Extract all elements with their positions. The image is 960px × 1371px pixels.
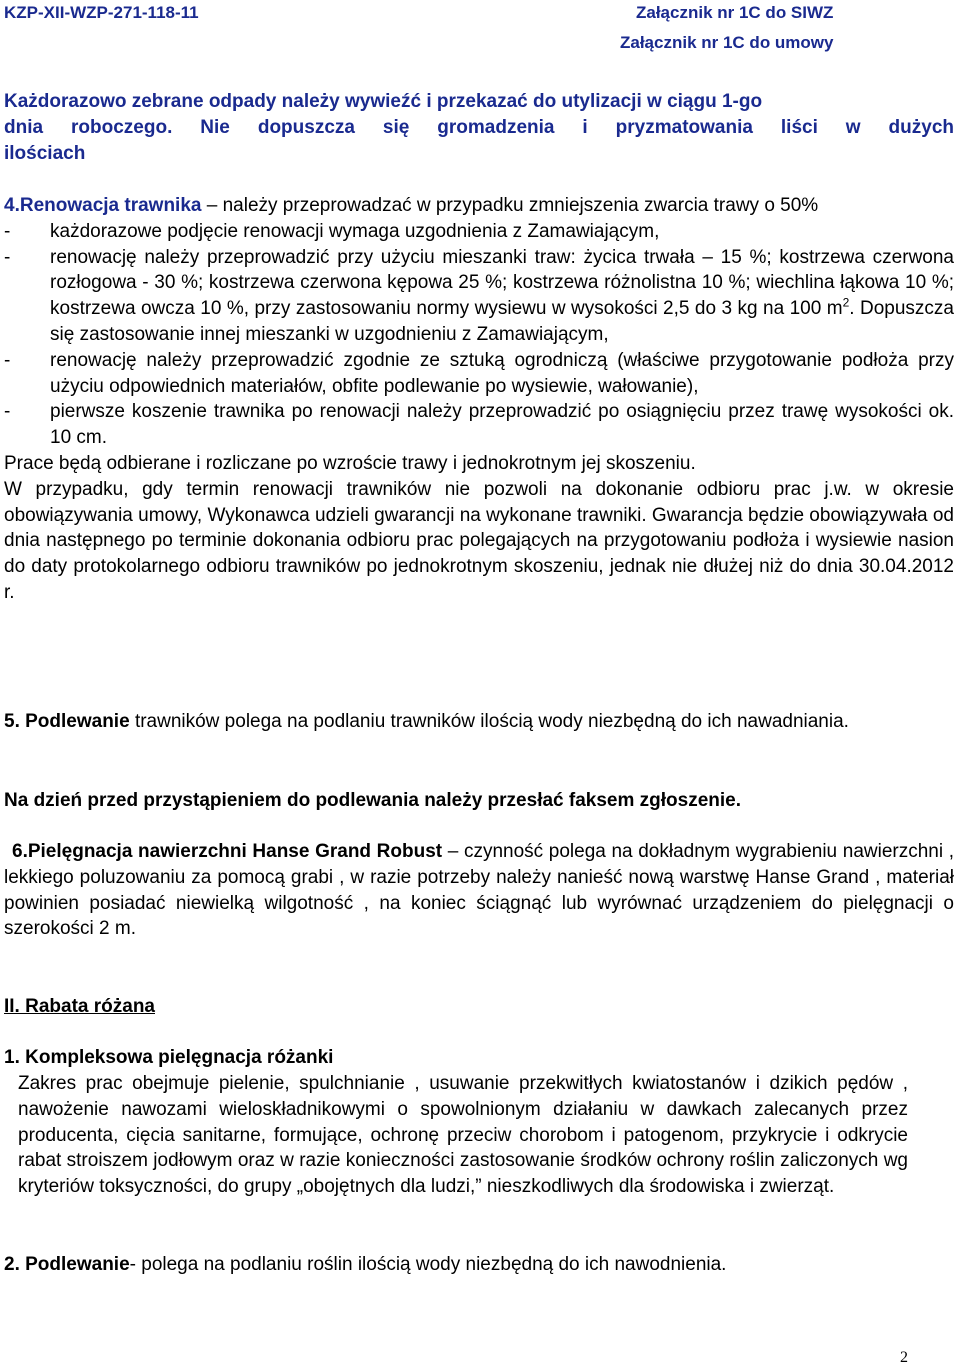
list-item: - pierwsze koszenie trawnika po renowacji należy przeprowadzić po osiągnięciu przez trawę wysokości ok. 10 cm. bbox=[4, 399, 954, 451]
section-5-text: trawników polega na podlaniu trawników ilością wody niezbędną do ich nawadniania. bbox=[134, 711, 849, 732]
section-ii-item-2-title: 2. Podlewanie bbox=[4, 1254, 130, 1275]
section-5-notice: Na dzień przed przystąpieniem do podlewania należy przesłać faksem zgłoszenie. bbox=[4, 790, 742, 811]
intro-line-1: Każdorazowo zebrane odpady należy wywieźć i przekazać do utylizacji w ciągu 1-go bbox=[4, 91, 763, 112]
bullet-4-text: pierwsze koszenie trawnika po renowacji należy przeprowadzić po osiągnięciu przez trawę wysokości ok. 10 cm. bbox=[50, 401, 954, 449]
section-4-title: 4.Renowacja trawnika bbox=[4, 195, 202, 216]
list-item: - każdorazowe podjęcie renowacji wymaga uzgodnienia z Zamawiającym, bbox=[4, 219, 954, 245]
annex-contract: Załącznik nr 1C do umowy bbox=[620, 33, 834, 52]
section-5-title: 5. Podlewanie bbox=[4, 711, 130, 732]
section-4 bbox=[4, 193, 954, 606]
list-item: - renowację należy przeprowadzić zgodnie ze sztuką ogrodniczą (właściwe przygotowanie podłoża przy użyciu odpowiednich materiałów, obfite podlewanie po wysiewie, wałowanie), bbox=[4, 348, 954, 400]
superscript: 2 bbox=[842, 295, 850, 310]
section-ii-item-2-text: - polega na podlaniu roślin ilością wody niezbędną do ich nawodnienia. bbox=[129, 1254, 727, 1275]
annex-siwz: Załącznik nr 1C do SIWZ bbox=[636, 3, 834, 22]
section-4-paragraph-1: Prace będą odbierane i rozliczane po wzroście trawy i jednokrotnym jej skoszeniu. bbox=[4, 452, 696, 474]
bullet-1-text: każdorazowe podjęcie renowacji wymaga uzgodnienia z Zamawiającym, bbox=[50, 220, 660, 242]
section-ii-title: II. Rabata różana bbox=[4, 996, 155, 1017]
section-6 bbox=[4, 839, 954, 942]
bullet-2-part-b: . Dopuszcza się zastosowanie innej mieszanki w uzgodnieniu z Zamawiającym, bbox=[50, 298, 954, 345]
bullet-2-text bbox=[50, 245, 954, 348]
section-4-dash: – bbox=[201, 195, 223, 216]
bullet-3-text: renowację należy przeprowadzić zgodnie ze sztuką ogrodniczą (właściwe przygotowanie podłoża przy użyciu odpowiednich materiałów, obfite podlewanie po wysiewie, wałowanie), bbox=[50, 349, 954, 397]
intro-line-2: dnia roboczego. Nie dopuszcza się gromadzenia i pryzmatowania liści w dużych bbox=[4, 116, 954, 138]
list-item: - renowację należy przeprowadzić przy użyciu mieszanki traw: życica trwała – 15 %; kostrzewa czerwona rozłogowa - 30 %; kostrzewa czerwona kępowa 25 %; kostrzewa różnolistna 10 %; wiechlina łąkowa 10 %; kostrzewa owcza 10 %, przy zastosowaniu normy wysiewu w wysokości 2,5 do 3 kg na 100 $m^2$. Dopuszcza się zastosowanie innej mieszanki w uzgodnieniu z Zamawiającym, bbox=[4, 245, 954, 348]
section-6-text: czynność polega na dokładnym wygrabieniu nawierzchni , lekkiego poluzowaniu za pomocą grabi , w razie potrzeby należy nanieść nową warstwę Hanse Grand , materiał powinien posiadać niewielką wilgotność , na koniec ściągnąć lub wyrównać urządzeniem do pielęgnacji o szerokości 2 m. bbox=[4, 841, 954, 940]
page-number: 2 bbox=[900, 1349, 908, 1366]
section-ii-item-1-title: 1. Kompleksowa pielęgnacja różanki bbox=[4, 1047, 334, 1068]
intro-paragraph bbox=[4, 89, 954, 166]
section-4-heading bbox=[4, 193, 954, 219]
intro-line-3: ilościach bbox=[4, 142, 86, 164]
document-reference: KZP-XII-WZP-271-118-11 bbox=[4, 3, 199, 22]
section-6-dash: – bbox=[442, 841, 464, 862]
bullet-2-part-a: renowację należy przeprowadzić przy użyciu mieszanki traw: życica trwała – 15 %; kostrzewa czerwona rozłogowa - 30 %; kostrzewa czerwona kępowa 25 %; kostrzewa różnolistna 10 %; wiechlina łąkowa 10 %; kostrzewa owcza 10 %, przy zastosowaniu normy wysiewu w wysokości 2,5 do 3 kg na 100 m bbox=[50, 246, 954, 320]
section-ii-item-2 bbox=[4, 1252, 954, 1278]
section-ii-item-1-text: Zakres prac obejmuje pielenie, spulchnianie , usuwanie przekwitłych kwiatostanów i dzikich pędów , nawożenie nawozami wieloskładnikowymi o spowolnionym działaniu w dawkach zalecanych przez producenta, cięcia sanitarne, formujące, ochronę przeciw chorobom i patogenom, przykrycie i odkrycie rabat stroiszem jodłowym oraz w razie konieczności zastosowanie środków ochrony roślin zaliczonych wg kryteriów toksyczności, do grupy „obojętnych dla ludzi,” nieszkodliwych dla środowiska i zwierząt. bbox=[18, 1073, 908, 1198]
section-4-paragraph-2: W przypadku, gdy termin renowacji trawników nie pozwoli na dokonanie odbioru prac j.w. w okresie obowiązywania umowy, Wykonawca udzieli gwarancji na wykonane trawniki. Gwarancja będzie obowiązywała od dnia następnego po terminie dokonania odbioru prac polegających na przygotowaniu podłoża i wysiewie nasion do daty protokolarnego odbioru trawników po jednokrotnym skoszeniu, jednak nie dłużej niż do dnia 30.04.2012 r. bbox=[4, 478, 954, 603]
section-5 bbox=[4, 709, 954, 735]
section-4-lead: należy przeprowadzać w przypadku zmniejszenia zwarcia trawy o 50% bbox=[222, 195, 819, 216]
section-6-title: 6.Pielęgnacja nawierzchni Hanse Grand Robust bbox=[12, 841, 443, 862]
